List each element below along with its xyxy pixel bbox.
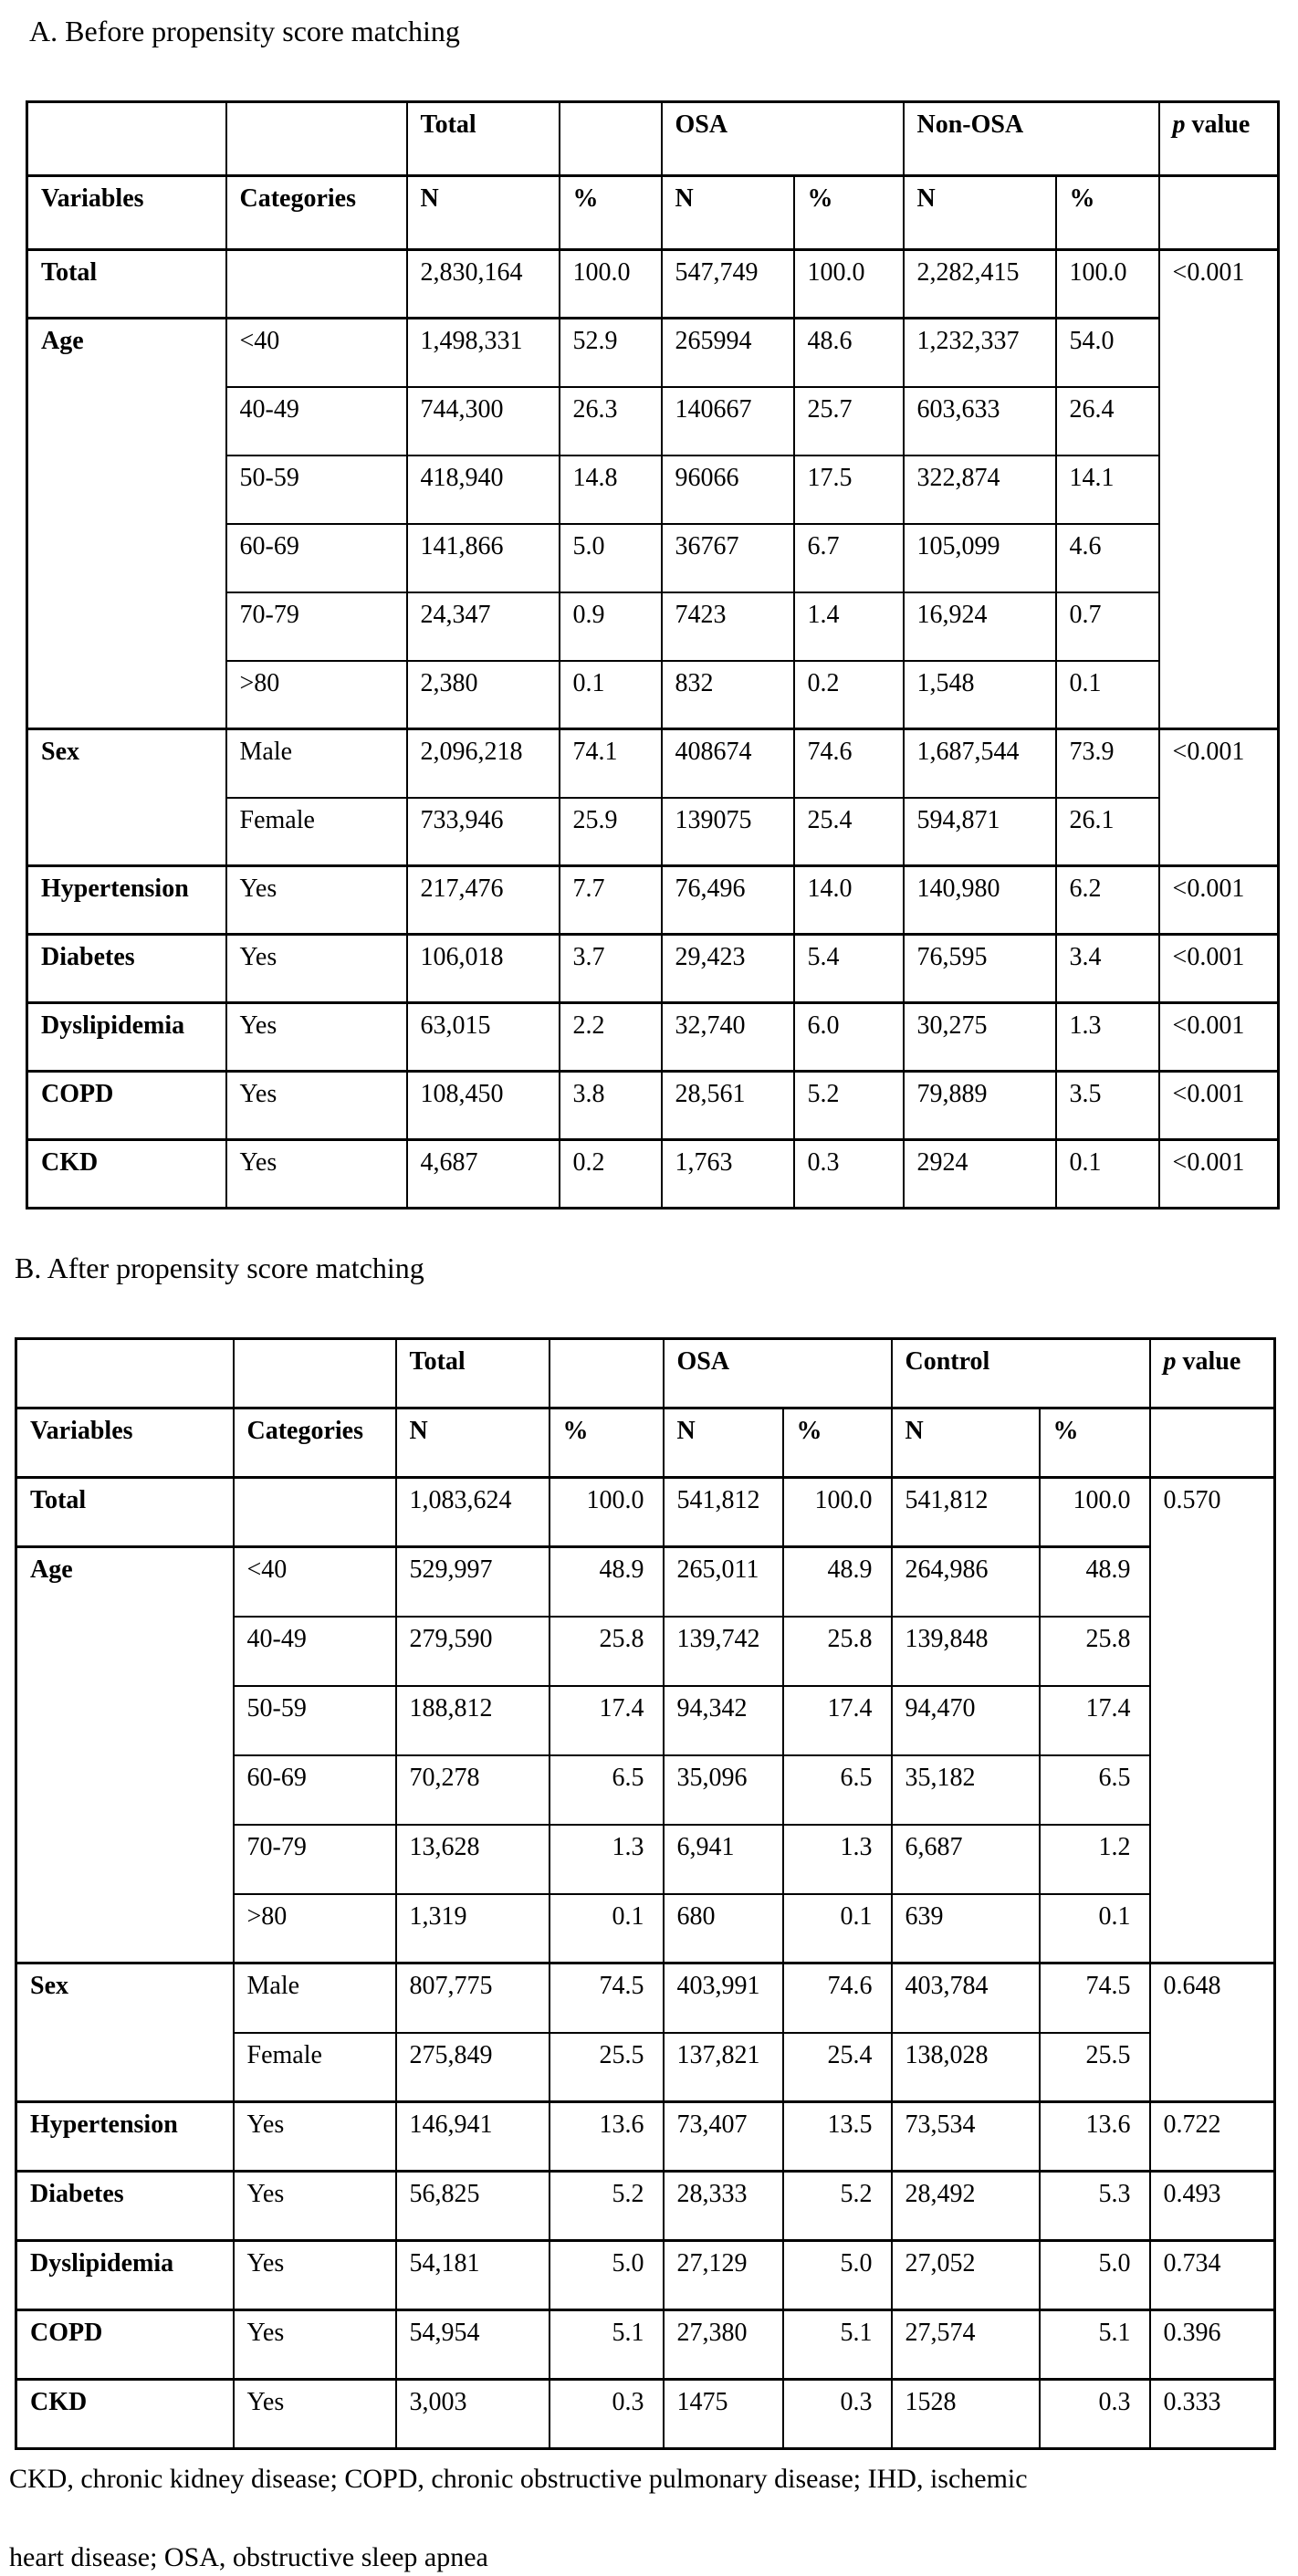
pct-cell: 6.5 [783,1755,892,1825]
n-cell: 832 [662,661,794,729]
col-header-n: N [892,1408,1040,1478]
n-cell: 76,595 [904,935,1056,1003]
n-cell: 264,986 [892,1547,1040,1617]
pct-cell: 48.6 [794,319,904,387]
pct-cell: 17.4 [783,1686,892,1755]
pct-cell: 25.5 [1040,2033,1150,2102]
col-header-pct: % [550,1408,664,1478]
group-header-total: Total [407,102,560,176]
variable-cell: Diabetes [16,2172,234,2241]
category-cell: Yes [226,1072,407,1140]
n-cell: 141,866 [407,524,560,592]
p-value-header [1159,102,1279,176]
pct-cell: 74.5 [1040,1963,1150,2033]
variable-cell: Sex [16,1963,234,2102]
pct-cell: 74.6 [783,1963,892,2033]
n-cell: 137,821 [664,2033,783,2102]
n-cell: 6,687 [892,1825,1040,1894]
corner-blank-cell [234,1339,396,1408]
category-cell: 60-69 [234,1755,396,1825]
category-cell: 50-59 [226,456,407,524]
pct-cell: 14.1 [1056,456,1159,524]
n-cell: 6,941 [664,1825,783,1894]
n-cell: 594,871 [904,798,1056,866]
p-cell: <0.001 [1159,866,1279,935]
p-italic-label: p [1163,1347,1177,1376]
pct-cell: 25.5 [550,2033,664,2102]
n-cell: 639 [892,1894,1040,1963]
n-cell: 1,763 [662,1140,794,1209]
col-header-n: N [904,176,1056,250]
p-value-label-rest: value [1185,110,1251,139]
pct-cell: 25.4 [783,2033,892,2102]
pct-cell: 7.7 [560,866,662,935]
pct-cell: 1.4 [794,592,904,661]
n-cell: 322,874 [904,456,1056,524]
n-cell: 94,342 [664,1686,783,1755]
n-cell: 54,954 [396,2310,550,2380]
pct-cell: 0.2 [794,661,904,729]
pct-cell: 0.3 [794,1140,904,1209]
pct-cell: 0.3 [550,2380,664,2449]
category-cell: 70-79 [226,592,407,661]
n-cell: 28,561 [662,1072,794,1140]
col-header-n: N [396,1408,550,1478]
n-cell: 403,784 [892,1963,1040,2033]
p-cell: <0.001 [1159,935,1279,1003]
col-header-pct: % [560,176,662,250]
pct-cell: 6.2 [1056,866,1159,935]
pct-cell: 100.0 [794,250,904,319]
col-header-categories: Categories [234,1408,396,1478]
category-cell [226,250,407,319]
n-cell: 2924 [904,1140,1056,1209]
p-cell: <0.001 [1159,1140,1279,1209]
pct-cell: 5.0 [560,524,662,592]
pct-cell: 5.2 [783,2172,892,2241]
n-cell: 403,991 [664,1963,783,2033]
category-cell: <40 [226,319,407,387]
pct-cell: 6.5 [1040,1755,1150,1825]
n-cell: 2,830,164 [407,250,560,319]
n-cell: 138,028 [892,2033,1040,2102]
pct-cell: 0.1 [1040,1894,1150,1963]
corner-blank-cell [16,1339,234,1408]
n-cell: 28,333 [664,2172,783,2241]
col-header-pct: % [794,176,904,250]
pct-cell: 74.1 [560,729,662,798]
variable-cell: Diabetes [27,935,226,1003]
n-cell: 733,946 [407,798,560,866]
group-header-total: Total [396,1339,550,1408]
group-header-osa: OSA [664,1339,892,1408]
n-cell: 24,347 [407,592,560,661]
pct-cell: 0.2 [560,1140,662,1209]
pct-cell: 4.6 [1056,524,1159,592]
n-cell: 56,825 [396,2172,550,2241]
pct-cell: 0.1 [560,661,662,729]
pct-cell: 48.9 [550,1547,664,1617]
n-cell: 79,889 [904,1072,1056,1140]
pct-cell: 5.1 [550,2310,664,2380]
n-cell: 2,380 [407,661,560,729]
category-cell: 40-49 [234,1617,396,1686]
n-cell: 13,628 [396,1825,550,1894]
variable-cell: Hypertension [16,2102,234,2172]
n-cell: 418,940 [407,456,560,524]
category-cell: 70-79 [234,1825,396,1894]
pct-cell: 6.5 [550,1755,664,1825]
p-value-header [1150,1339,1275,1408]
category-cell: Female [234,2033,396,2102]
pct-cell: 74.6 [794,729,904,798]
n-cell: 680 [664,1894,783,1963]
pct-cell: 0.7 [1056,592,1159,661]
table-before-matching [26,100,1280,1209]
col-header-categories: Categories [226,176,407,250]
n-cell: 28,492 [892,2172,1040,2241]
group-header-blank [560,102,662,176]
n-cell: 2,096,218 [407,729,560,798]
pct-cell: 13.6 [550,2102,664,2172]
n-cell: 105,099 [904,524,1056,592]
n-cell: 36767 [662,524,794,592]
n-cell: 188,812 [396,1686,550,1755]
category-cell: Yes [226,1003,407,1072]
pct-cell: 5.0 [783,2241,892,2310]
n-cell: 217,476 [407,866,560,935]
category-cell: Yes [234,2172,396,2241]
table-a-body [27,102,1279,1209]
n-cell: 76,496 [662,866,794,935]
variable-cell: COPD [16,2310,234,2380]
n-cell: 27,129 [664,2241,783,2310]
pct-cell: 13.6 [1040,2102,1150,2172]
section-a-title: A. Before propensity score matching [29,15,460,47]
n-cell: 106,018 [407,935,560,1003]
pct-cell: 100.0 [560,250,662,319]
variable-cell: CKD [16,2380,234,2449]
p-cell: 0.493 [1150,2172,1275,2241]
n-cell: 279,590 [396,1617,550,1686]
variable-cell: CKD [27,1140,226,1209]
pct-cell: 52.9 [560,319,662,387]
col-header-pct: % [783,1408,892,1478]
p-cell: 0.648 [1150,1963,1275,2102]
n-cell: 140667 [662,387,794,456]
n-cell: 73,534 [892,2102,1040,2172]
pct-cell: 100.0 [783,1478,892,1547]
n-cell: 16,924 [904,592,1056,661]
p-cell: 0.734 [1150,2241,1275,2310]
pct-cell: 3.8 [560,1072,662,1140]
pct-cell: 25.8 [1040,1617,1150,1686]
n-cell: 27,380 [664,2310,783,2380]
footnote-line-2: heart disease; OSA, obstructive sleep apnea [9,2542,488,2572]
pct-cell: 3.4 [1056,935,1159,1003]
n-cell: 96066 [662,456,794,524]
pct-cell: 26.3 [560,387,662,456]
col-header-pct: % [1040,1408,1150,1478]
group-header-nonosa: Non-OSA [904,102,1159,176]
n-cell: 807,775 [396,1963,550,2033]
n-cell: 27,052 [892,2241,1040,2310]
n-cell: 94,470 [892,1686,1040,1755]
pct-cell: 5.0 [550,2241,664,2310]
variable-cell: Age [16,1547,234,1963]
n-cell: 541,812 [892,1478,1040,1547]
n-cell: 70,278 [396,1755,550,1825]
pct-cell: 1.2 [1040,1825,1150,1894]
pct-cell: 5.4 [794,935,904,1003]
category-cell: Yes [234,2241,396,2310]
pct-cell: 25.8 [783,1617,892,1686]
pct-cell: 48.9 [783,1547,892,1617]
n-cell: 30,275 [904,1003,1056,1072]
pct-cell: 100.0 [550,1478,664,1547]
pct-cell: 5.1 [783,2310,892,2380]
pct-cell: 74.5 [550,1963,664,2033]
pct-cell: 3.7 [560,935,662,1003]
variable-cell: COPD [27,1072,226,1140]
variable-cell: Dyslipidemia [27,1003,226,1072]
pct-cell: 2.2 [560,1003,662,1072]
col-header-blank [1150,1408,1275,1478]
col-header-blank [1159,176,1279,250]
p-cell: <0.001 [1159,1003,1279,1072]
pct-cell: 1.3 [1056,1003,1159,1072]
pct-cell: 73.9 [1056,729,1159,798]
n-cell: 146,941 [396,2102,550,2172]
category-cell: Male [234,1963,396,2033]
n-cell: 744,300 [407,387,560,456]
col-header-n: N [664,1408,783,1478]
pct-cell: 100.0 [1056,250,1159,319]
variable-cell: Total [16,1478,234,1547]
category-cell: Yes [234,2310,396,2380]
category-cell: Yes [234,2102,396,2172]
n-cell: 139,848 [892,1617,1040,1686]
category-cell [234,1478,396,1547]
category-cell: 50-59 [234,1686,396,1755]
n-cell: 1475 [664,2380,783,2449]
n-cell: 35,096 [664,1755,783,1825]
n-cell: 140,980 [904,866,1056,935]
pct-cell: 17.5 [794,456,904,524]
p-cell: <0.001 [1159,250,1279,729]
category-cell: Female [226,798,407,866]
category-cell: Yes [226,1140,407,1209]
p-cell: <0.001 [1159,729,1279,866]
corner-blank-cell [27,102,226,176]
variable-cell: Hypertension [27,866,226,935]
pct-cell: 3.5 [1056,1072,1159,1140]
pct-cell: 0.1 [783,1894,892,1963]
pct-cell: 6.7 [794,524,904,592]
footnote [9,2461,1298,2576]
n-cell: 32,740 [662,1003,794,1072]
pct-cell: 13.5 [783,2102,892,2172]
pct-cell: 0.1 [1056,661,1159,729]
n-cell: 139,742 [664,1617,783,1686]
table-after-matching [15,1337,1276,2450]
n-cell: 1,232,337 [904,319,1056,387]
n-cell: 1,548 [904,661,1056,729]
pct-cell: 0.3 [1040,2380,1150,2449]
pct-cell: 1.3 [550,1825,664,1894]
section-b-title: B. After propensity score matching [15,1251,424,1284]
n-cell: 547,749 [662,250,794,319]
pct-cell: 14.0 [794,866,904,935]
n-cell: 265,011 [664,1547,783,1617]
n-cell: 1,687,544 [904,729,1056,798]
corner-blank-cell [226,102,407,176]
n-cell: 3,003 [396,2380,550,2449]
n-cell: 1,083,624 [396,1478,550,1547]
pct-cell: 1.3 [783,1825,892,1894]
category-cell: >80 [234,1894,396,1963]
footnote-line-1: CKD, chronic kidney disease; COPD, chronic obstructive pulmonary disease; IHD, ischemic [9,2464,1028,2494]
pct-cell: 5.3 [1040,2172,1150,2241]
variable-cell: Age [27,319,226,729]
col-header-variables: Variables [27,176,226,250]
n-cell: 541,812 [664,1478,783,1547]
category-cell: >80 [226,661,407,729]
p-cell: 0.722 [1150,2102,1275,2172]
group-header-control: Control [892,1339,1150,1408]
category-cell: Male [226,729,407,798]
n-cell: 265994 [662,319,794,387]
pct-cell: 17.4 [1040,1686,1150,1755]
category-cell: Yes [234,2380,396,2449]
n-cell: 29,423 [662,935,794,1003]
col-header-variables: Variables [16,1408,234,1478]
n-cell: 63,015 [407,1003,560,1072]
p-cell: 0.396 [1150,2310,1275,2380]
table-b-body [16,1339,1275,2449]
n-cell: 408674 [662,729,794,798]
col-header-pct: % [1056,176,1159,250]
n-cell: 529,997 [396,1547,550,1617]
category-cell: Yes [226,866,407,935]
variable-cell: Total [27,250,226,319]
pct-cell: 5.2 [794,1072,904,1140]
n-cell: 1,498,331 [407,319,560,387]
pct-cell: 6.0 [794,1003,904,1072]
n-cell: 54,181 [396,2241,550,2310]
variable-cell: Dyslipidemia [16,2241,234,2310]
category-cell: Yes [226,935,407,1003]
n-cell: 27,574 [892,2310,1040,2380]
n-cell: 73,407 [664,2102,783,2172]
pct-cell: 25.9 [560,798,662,866]
p-cell: <0.001 [1159,1072,1279,1140]
pct-cell: 5.0 [1040,2241,1150,2310]
n-cell: 2,282,415 [904,250,1056,319]
col-header-n: N [407,176,560,250]
pct-cell: 5.2 [550,2172,664,2241]
pct-cell: 14.8 [560,456,662,524]
p-cell: 0.570 [1150,1478,1275,1963]
category-cell: 40-49 [226,387,407,456]
pct-cell: 0.9 [560,592,662,661]
group-header-blank [550,1339,664,1408]
n-cell: 139075 [662,798,794,866]
n-cell: 35,182 [892,1755,1040,1825]
n-cell: 108,450 [407,1072,560,1140]
pct-cell: 25.4 [794,798,904,866]
pct-cell: 100.0 [1040,1478,1150,1547]
n-cell: 4,687 [407,1140,560,1209]
pct-cell: 17.4 [550,1686,664,1755]
col-header-n: N [662,176,794,250]
group-header-osa: OSA [662,102,904,176]
category-cell: <40 [234,1547,396,1617]
p-italic-label: p [1172,110,1186,139]
n-cell: 1,319 [396,1894,550,1963]
pct-cell: 25.8 [550,1617,664,1686]
pct-cell: 48.9 [1040,1547,1150,1617]
n-cell: 1528 [892,2380,1040,2449]
p-cell: 0.333 [1150,2380,1275,2449]
p-value-label-rest: value [1176,1347,1241,1376]
pct-cell: 26.4 [1056,387,1159,456]
pct-cell: 0.1 [550,1894,664,1963]
pct-cell: 5.1 [1040,2310,1150,2380]
pct-cell: 54.0 [1056,319,1159,387]
category-cell: 60-69 [226,524,407,592]
pct-cell: 0.3 [783,2380,892,2449]
pct-cell: 0.1 [1056,1140,1159,1209]
pct-cell: 26.1 [1056,798,1159,866]
pct-cell: 25.7 [794,387,904,456]
n-cell: 603,633 [904,387,1056,456]
n-cell: 7423 [662,592,794,661]
variable-cell: Sex [27,729,226,866]
n-cell: 275,849 [396,2033,550,2102]
